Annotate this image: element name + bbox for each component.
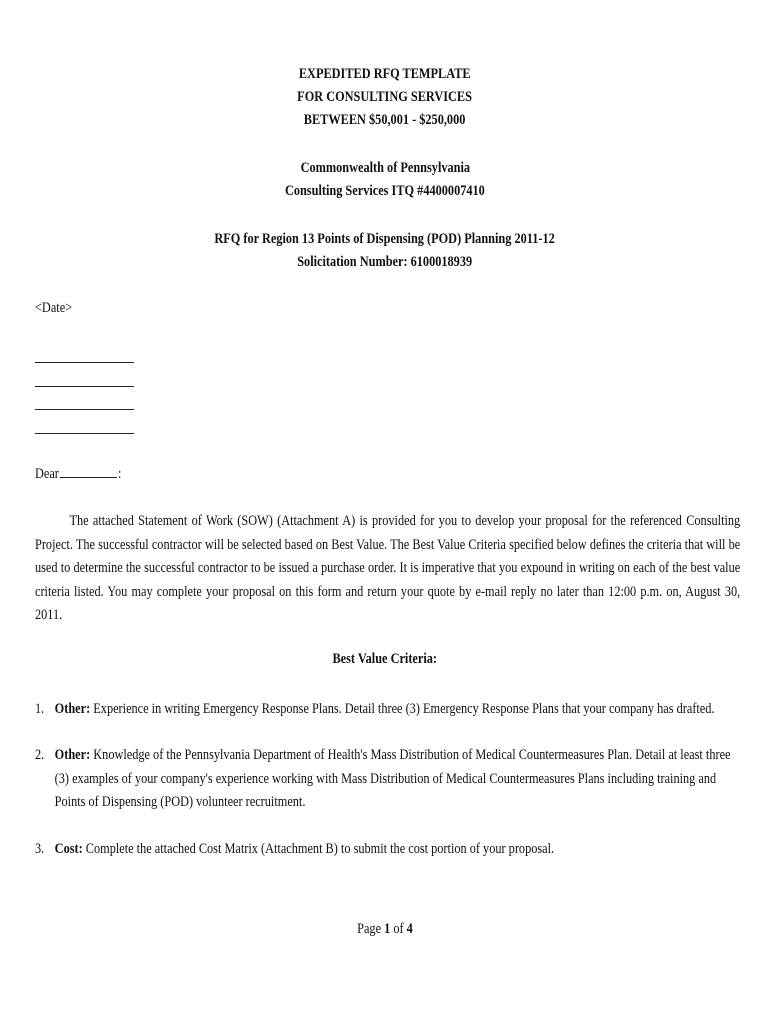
organization-block [0,157,770,203]
rfq-block [0,228,770,274]
criteria-heading [0,651,770,668]
salutation-prefix: Dear [35,466,59,482]
organization-name: Commonwealth of Pennsylvania [300,160,470,176]
address-line-4 [35,433,134,434]
criteria-text: Complete the attached Cost Matrix (Attachment B) to submit the cost portion of your proposal. [82,841,555,857]
page-footer [0,921,770,938]
page-number [357,921,413,938]
criteria-heading-text: Best Value Criteria: [332,651,438,667]
address-line-1 [35,362,134,363]
date-placeholder: <Date> [35,300,73,316]
total-pages: 4 [406,921,413,937]
solicitation-number: Solicitation Number: 6100018939 [297,254,473,270]
criteria-number: 2. [35,747,45,763]
title-line-3: BETWEEN $50,001 - $250,000 [304,112,466,128]
current-page: 1 [384,921,391,937]
page-word: Page [357,921,385,937]
salutation-suffix: : [117,466,122,482]
of-word: of [390,921,407,937]
title-line-1: EXPEDITED RFQ TEMPLATE [299,66,471,82]
criteria-label: Other: [54,701,91,717]
address-line-2 [35,386,134,387]
criteria-number: 1. [35,701,45,717]
itq-number: Consulting Services ITQ #4400007410 [285,183,485,199]
title-block [0,63,770,132]
intro-paragraph-text: The attached Statement of Work (SOW) (Attachment A) is provided for you to develop your proposal for the referenced Consulting Project. The successful contractor will be selected based on Best Value. The Best Value Criteria specified below defines the criteria that will be used to determine the successful contractor to be issued a purchase order. It is imperative that you expound in writing on each of the best value criteria listed. You may complete your proposal on this form and return your quote by e-mail reply no later than 12:00 p.m. on, August 30, 2011. [35,513,741,623]
salutation-blank [60,463,117,478]
intro-paragraph [35,510,740,628]
criteria-text: Experience in writing Emergency Response Plans. Detail three (3) Emergency Response Plans that your company has drafted. [90,701,715,717]
criteria-label: Other: [54,747,91,763]
criteria-text: Knowledge of the Pennsylvania Department of Health's Mass Distribution of Medical Countermeasures Plan. Detail at least three (3) examples of your company's experience working with Mass Distribution of Medical Countermeasures Plans including training and Points of Dispensing (POD) volunteer recruitment. [54,747,731,810]
title-line-2: FOR CONSULTING SERVICES [297,89,473,105]
salutation [35,463,121,483]
address-line-3 [35,409,134,410]
criteria-number: 3. [35,841,45,857]
criteria-label: Cost: [54,841,83,857]
rfq-title: RFQ for Region 13 Points of Dispensing (POD) Planning 2011-12 [214,231,556,247]
